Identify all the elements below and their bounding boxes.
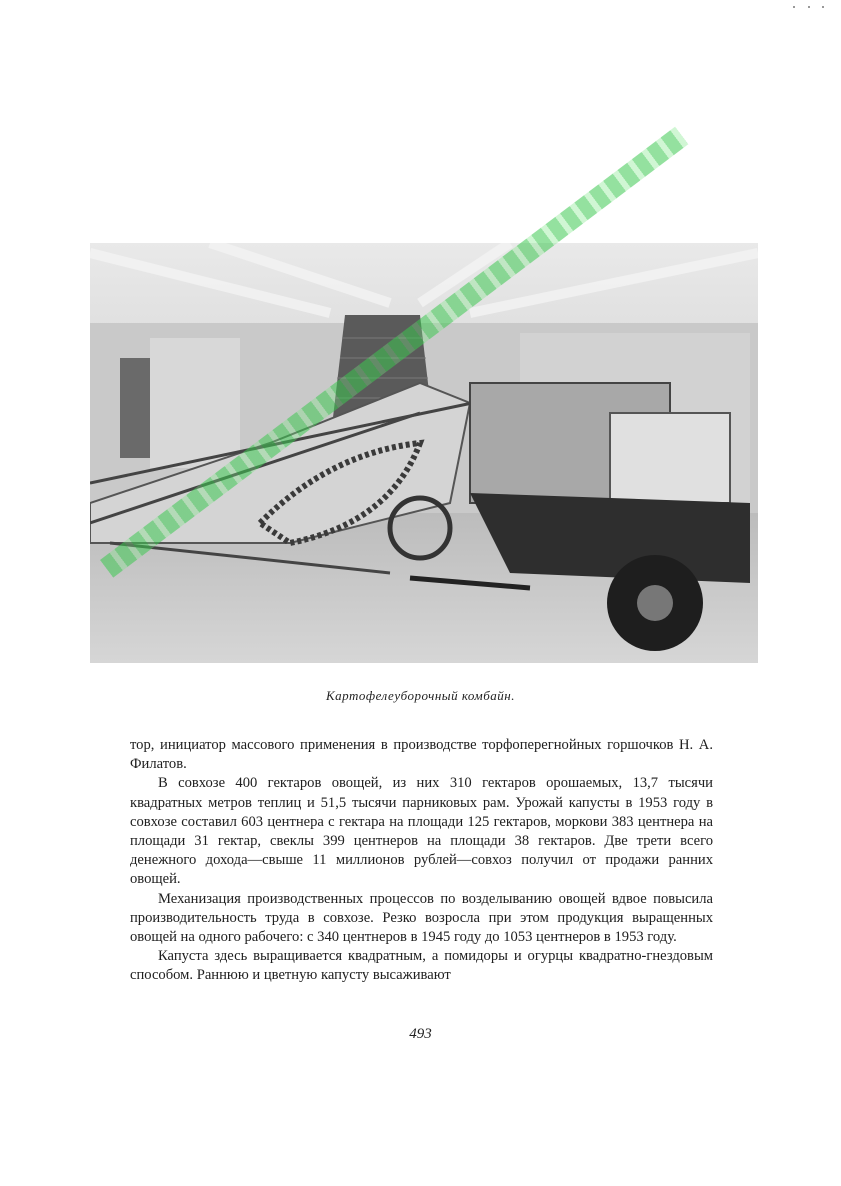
scan-speck — [808, 6, 810, 8]
paragraph: Механизация производственных процессов по возделыванию овощей вдвое повысила производительность труда в совхозе. Резко возросла при этом продукция выращенных овощей на одного рабочего: с 340 центнеров в 1945 году до 1053 центнеров в 1953 году. — [130, 890, 713, 946]
scan-speck — [822, 6, 824, 8]
page-number: 493 — [409, 1026, 432, 1042]
scan-speck — [793, 6, 795, 8]
paragraph: Капуста здесь выращивается квадратным, а помидоры и огурцы квадратно-гнездовым способом. Раннюю и цветную капусту высаживают — [130, 948, 713, 984]
body-text — [130, 736, 713, 986]
figure-caption: Картофелеуборочный комбайн. — [326, 688, 515, 703]
paragraph: тор, инициатор массового применения в производстве торфоперегнойных горшочков Н. А. Филатов. — [130, 737, 713, 773]
combine-harvester-photo — [90, 243, 758, 663]
paragraph: В совхозе 400 гектаров овощей, из них 310 гектаров орошаемых, 13,7 тысячи квадратных метров теплиц и 51,5 тысячи парниковых рам. Урожай капусты в 1953 году в совхозе составил 603 центнера с гектара на площади 125 гектаров, моркови 383 центнера на площади 31 гектар, свеклы 399 центнеров на площади 38 гектаров. Две трети всего денежного дохода—свыше 11 миллионов рублей—совхоз получил от продажи ранних овощей. — [130, 775, 713, 888]
